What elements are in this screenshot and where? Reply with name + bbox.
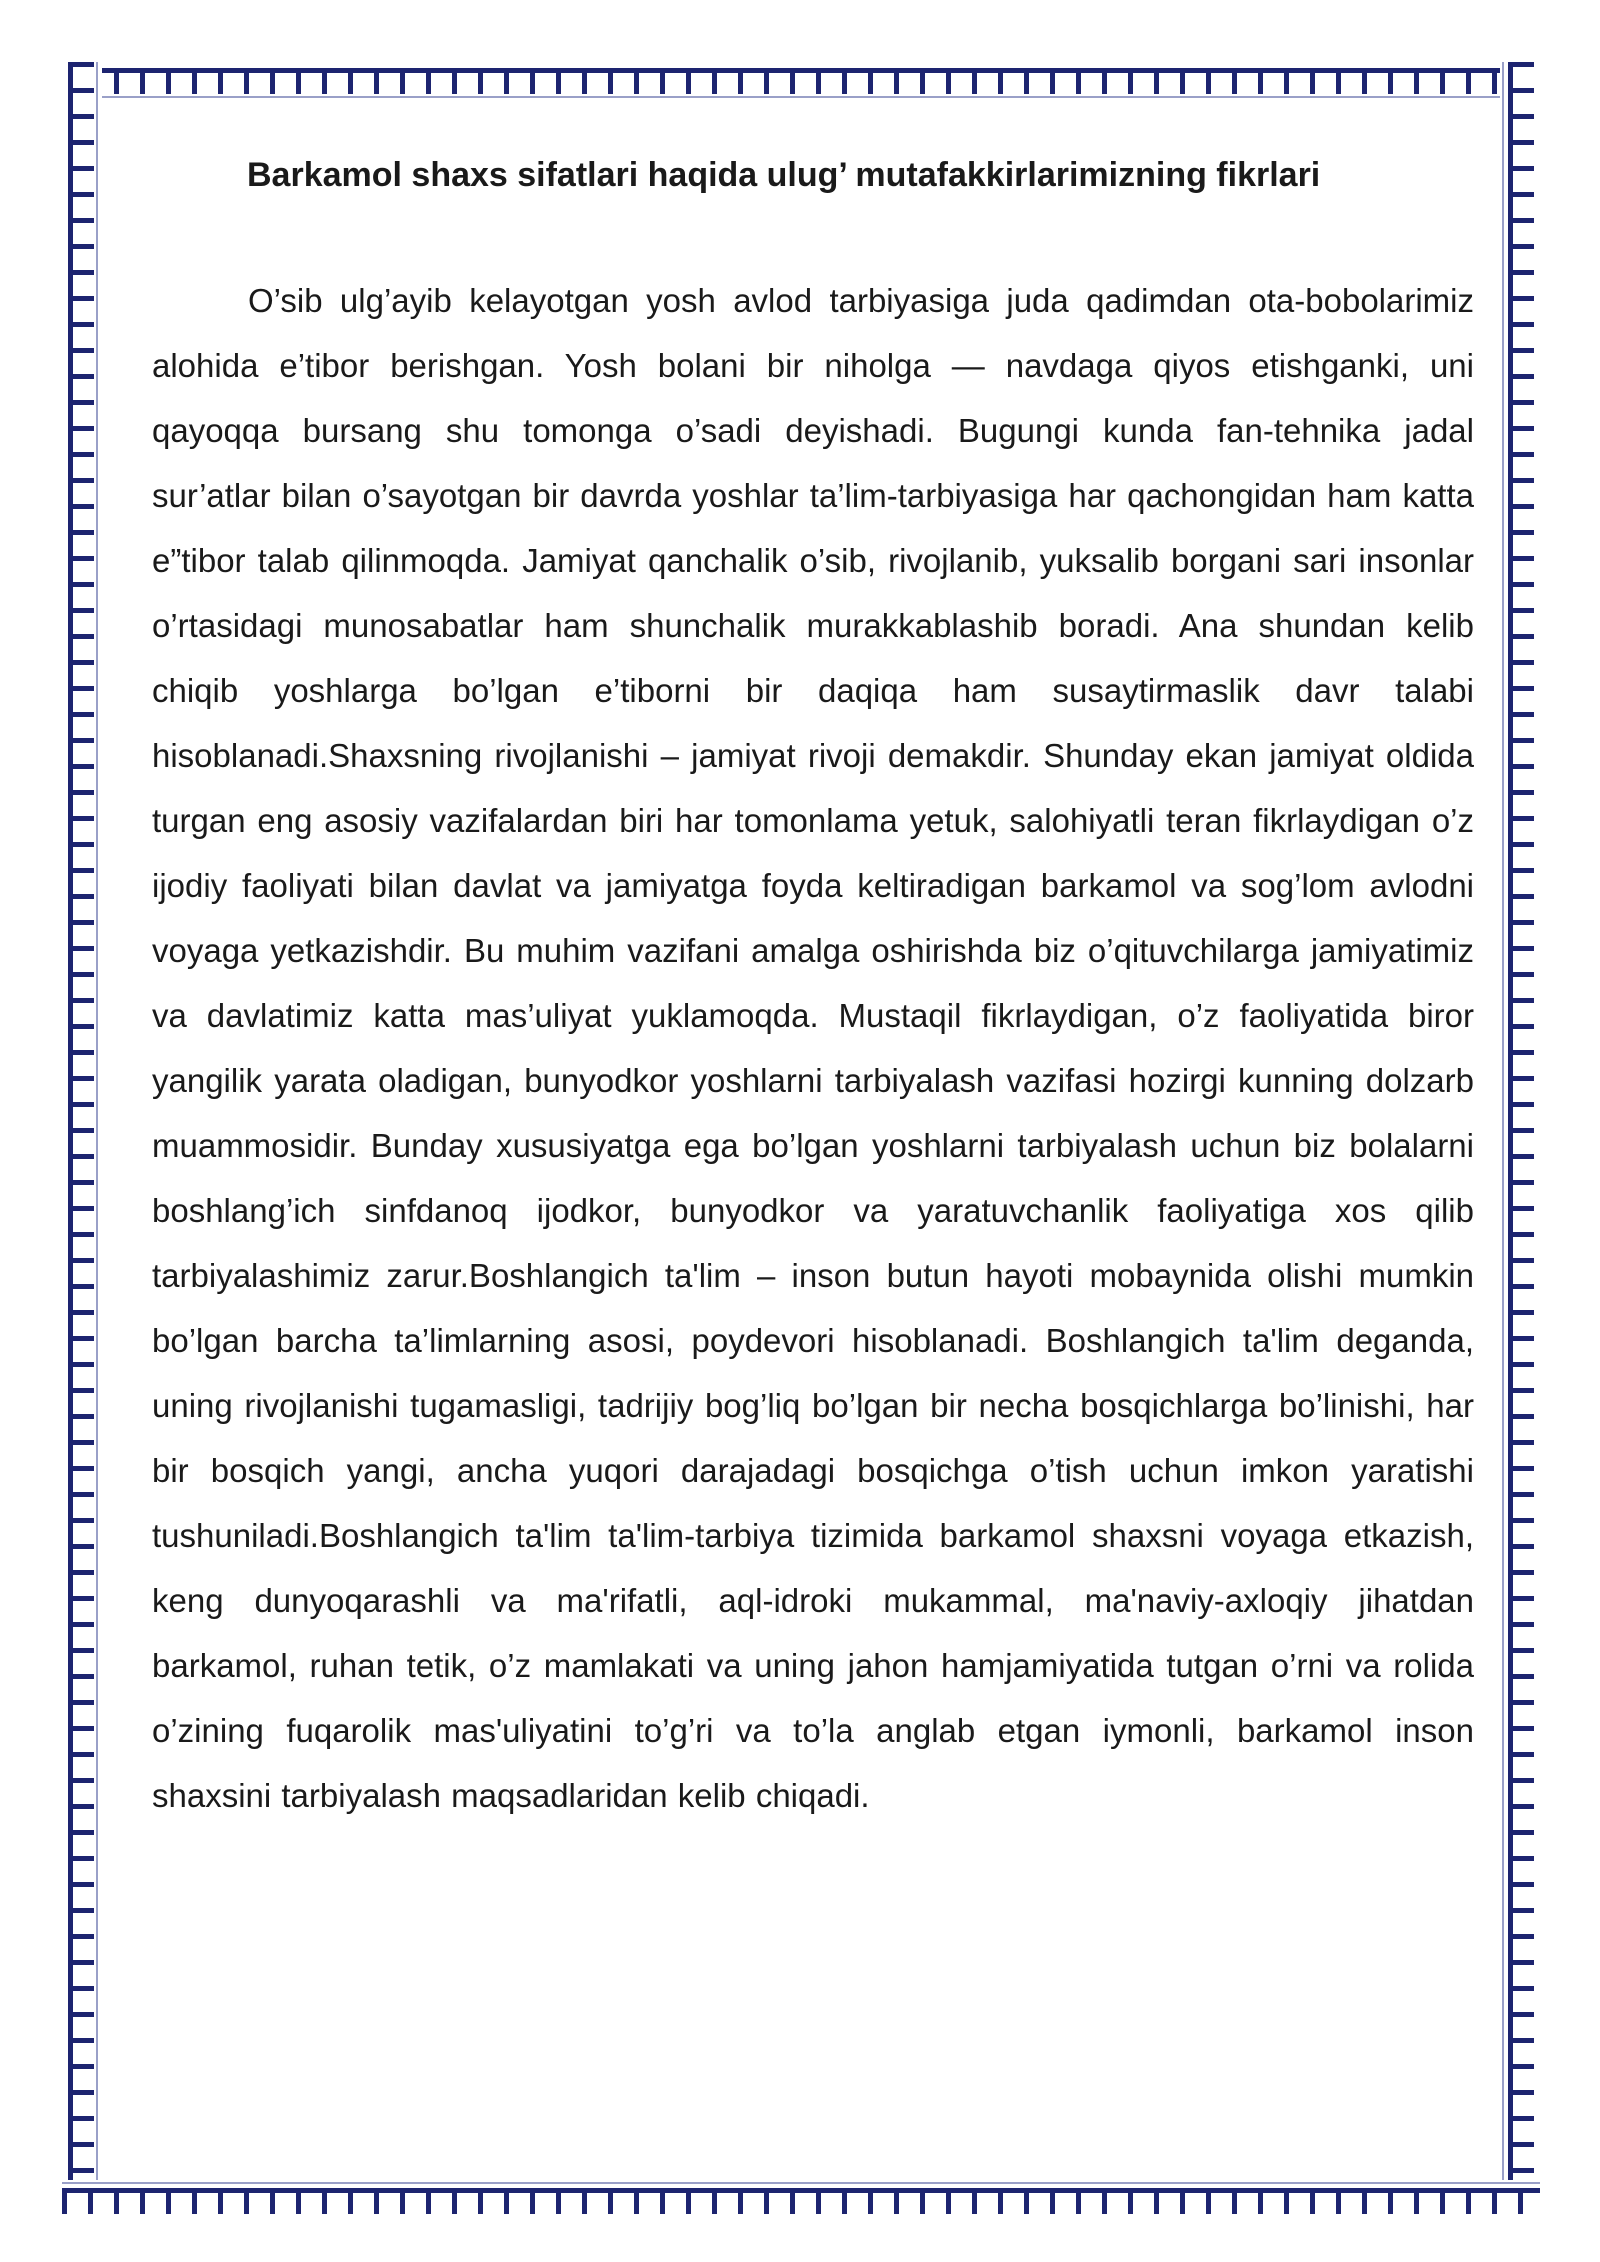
page-border-bottom [62, 2180, 1540, 2220]
document-title: Barkamol shaxs sifatlari haqida ulug’ mutafakkirlarimizning fikrlari [247, 156, 1321, 194]
document-content [152, 140, 1474, 1828]
page-border-right [1500, 62, 1540, 2220]
document-body-paragraph: O’sib ulg’ayib kelayotgan yosh avlod tarbiyasiga juda qadimdan ota-bobolarimiz alohida e’tibor berishgan. Yosh bolani bir niholga — navdaga qiyos etishganki, uni qayoqqa bursang shu tomonga o’sadi deyishadi. Bugungi kunda fan-tehnika jadal sur’atlar bilan o’sayotgan bir davrda yoshlar ta’lim-tarbiyasiga har qachongidan ham katta e”tibor talab qilinmoqda. Jamiyat qanchalik o’sib, rivojlanib, yuksalib borgani sari insonlar o’rtasidagi munosabatlar ham shunchalik murakkablashib boradi. Ana shundan kelib chiqib yoshlarga bo’lgan e’tiborni bir daqiqa ham susaytirmaslik davr talabi hisoblanadi.Shaxsning rivojlanishi – jamiyat rivoji demakdir. Shunday ekan jamiyat oldida turgan eng asosiy vazifalardan biri har tomonlama yetuk, salohiyatli teran fikrlaydigan o’z ijodiy faoliyati bilan davlat va jamiyatga foyda keltiradigan barkamol va sog’lom avlodni voyaga yetkazishdir. Bu muhim vazifani amalga oshirishda biz o’qituvchilarga jamiyatimiz va davlatimiz katta mas’uliyat yuklamoqda. Mustaqil fikrlaydigan, o’z faoliyatida biror yangilik yarata oladigan, bunyodkor yoshlarni tarbiyalash vazifasi hozirgi kunning dolzarb muammosidir. Bunday xususiyatga ega bo’lgan yoshlarni tarbiyalash uchun biz bolalarni boshlang’ich sinfdanoq ijodkor, bunyodkor va yaratuvchanlik faoliyatiga xos qilib tarbiyalashimiz zarur.Boshlangich ta'lim – inson butun hayoti mobaynida olishi mumkin bo’lgan barcha ta’limlarning asosi, poydevori hisoblanadi. Boshlangich ta'lim deganda, uning rivojlanishi tugamasligi, tadrijiy bog’liq bo’lgan bir necha bosqichlarga bo’linishi, har bir bosqich yangi, ancha yuqori darajadagi bosqichga o’tish uchun imkon yaratishi tushuniladi.Boshlangich ta'lim ta'lim-tarbiya tizimida barkamol shaxsni voyaga etkazish, keng dunyoqarashli va ma'rifatli, aql-idroki mukammal, ma'naviy-axloqiy jihatdan barkamol, ruhan tetik, o’z mamlakati va uning jahon hamjamiyatida tutgan o’rni va rolida o’zining fuqarolik mas'uliyatini to’g’ri va to’la anglab etgan iymonli, barkamol inson shaxsini tarbiyalash maqsadlaridan kelib chiqadi. [152, 282, 1474, 1814]
page-border-left [62, 62, 102, 2220]
page-border-top [62, 62, 1540, 102]
